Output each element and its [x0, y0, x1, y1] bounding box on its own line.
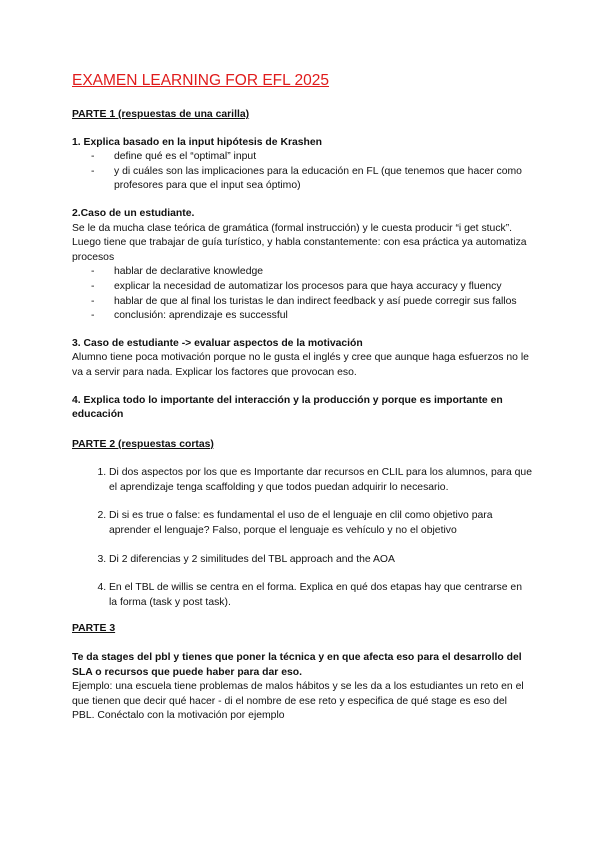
document-page — [72, 71, 532, 737]
parte3-title: Te da stages del pbl y tienes que poner la técnica y en que afecta eso para el desarrollo del SLA o recursos que puede haber para dar eso. — [72, 652, 522, 678]
question-2 — [72, 207, 532, 324]
question-3-text: Alumno tiene poca motivación porque no le gusta el inglés y cree que aunque haga esfuerzos no le va a servir para nada. Explicar los factores que provocan eso. — [72, 352, 529, 378]
parte3-text: Ejemplo: una escuela tiene problemas de malos hábitos y se les da a los estudiantes un reto en el que tienen que decir qué hacer - di el nombre de ese reto y especifica de qué stage es eso del PBL. Conéctalo con la motivación por ejemplo — [72, 681, 524, 722]
list-item: - define qué es el “optimal” input — [114, 150, 532, 165]
question-4 — [72, 394, 532, 423]
question-1 — [72, 136, 532, 194]
list-item: - hablar de que al final los turistas le dan indirect feedback y así puede corregir sus fallos — [114, 295, 532, 310]
parte2-list — [72, 466, 532, 610]
question-1-bullets — [72, 150, 532, 194]
question-3-title: 3. Caso de estudiante -> evaluar aspectos de la motivación — [72, 337, 363, 349]
list-item: 2. Di si es true o false: es fundamental el uso de el lenguaje en clil como objetivo para aprender el lenguaje? Falso, porque el lenguaje es vehículo y no el objetivo — [109, 509, 532, 538]
list-item: 3. Di 2 diferencias y 2 similitudes del TBL approach and the AOA — [109, 553, 532, 568]
list-item: - y di cuáles son las implicaciones para la educación en FL (que tenemos que hacer como profesores para que el input sea óptimo) — [114, 165, 532, 194]
list-item: 4. En el TBL de willis se centra en el forma. Explica en qué dos etapas hay que centrarse en la forma (task y post task). — [109, 581, 532, 610]
question-4-title: 4. Explica todo lo importante del interacción y la producción y porque es importante en educación — [72, 394, 503, 421]
parte2-header: PARTE 2 (respuestas cortas) — [72, 438, 214, 450]
question-2-text: Se le da mucha clase teórica de gramática (formal instrucción) y le cuesta producir “i get stuck”. Luego tiene que trabajar de guía turístico, y habla constantemente: con esa práctica ya automatiza procesos — [72, 222, 527, 263]
parte3-section — [72, 651, 532, 724]
parte1-header: PARTE 1 (respuestas de una carilla) — [72, 109, 250, 120]
list-item: - hablar de declarative knowledge — [114, 265, 532, 280]
question-1-title: 1. Explica basado en la input hipótesis de Krashen — [72, 136, 323, 148]
list-item: - explicar la necesidad de automatizar los procesos para que haya accuracy y fluency — [114, 280, 532, 295]
parte3-header: PARTE 3 — [72, 623, 116, 635]
question-3 — [72, 337, 532, 381]
list-item: - conclusión: aprendizaje es successful — [114, 309, 532, 324]
question-2-title: 2.Caso de un estudiante. — [72, 207, 195, 219]
question-2-bullets — [72, 265, 532, 323]
exam-title: EXAMEN LEARNING FOR EFL 2025 — [72, 72, 329, 89]
list-item: 1. Di dos aspectos por los que es Importante dar recursos en CLIL para los alumnos, para que el aprendizaje tenga scaffolding y que todos puedan adquirir lo necesario. — [109, 466, 532, 495]
